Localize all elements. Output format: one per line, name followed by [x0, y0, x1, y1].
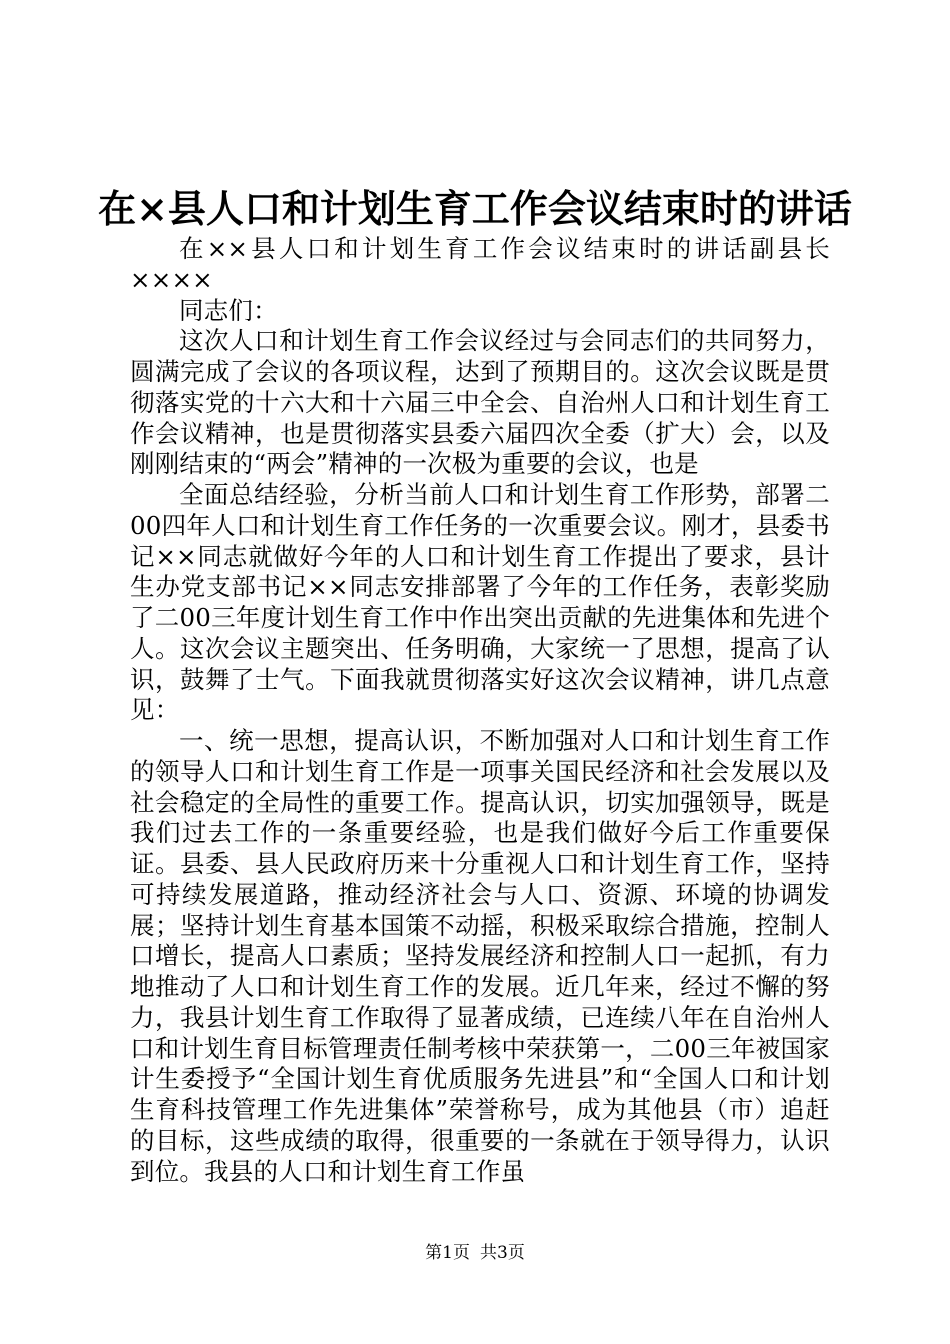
paragraph-salutation: 同志们： — [179, 295, 278, 325]
page-number: 第1页 — [425, 1243, 470, 1263]
paragraph-subtitle: 在××县人口和计划生育工作会议结束时的讲话副县长×××× — [130, 234, 830, 294]
paragraph-opening: 这次人口和计划生育工作会议经过与会同志们的共同努力，圆满完成了会议的各项议程，达到了预期目的。这次会议既是贯彻落实党的十六大和十六届三中全会、自治州人口和计划生育工作会议精神，也是贯彻落实县委六届四次全委（扩大）会，以及刚刚结束的“两会”精神的一次极为重要的会议，也是 — [130, 326, 830, 479]
page-total: 共3页 — [480, 1243, 525, 1263]
document-body — [130, 234, 830, 1187]
paragraph-summary: 全面总结经验，分析当前人口和计划生育工作形势，部署二00四年人口和计划生育工作任务的一次重要会议。刚才，县委书记××同志就做好今年的人口和计划生育工作提出了要求，县计生办党支部书记××同志安排部署了今年的工作任务，表彰奖励了二00三年度计划生育工作中作出突出贡献的先进集体和先进个人。这次会议主题突出、任务明确，大家统一了思想，提高了认识，鼓舞了士气。下面我就贯彻落实好这次会议精神，讲几点意见： — [130, 480, 830, 725]
document-title: 在×县人口和计划生育工作会议结束时的讲话 — [98, 186, 852, 231]
page-footer — [0, 1241, 950, 1265]
paragraph-point-one: 一、统一思想，提高认识，不断加强对人口和计划生育工作的领导人口和计划生育工作是一项事关国民经济和社会发展以及社会稳定的全局性的重要工作。提高认识，切实加强领导，既是我们过去工作的一条重要经验，也是我们做好今后工作重要保证。县委、县人民政府历来十分重视人口和计划生育工作，坚持可持续发展道路，推动经济社会与人口、资源、环境的协调发展；坚持计划生育基本国策不动摇，积极采取综合措施，控制人口增长，提高人口素质；坚持发展经济和控制人口一起抓，有力地推动了人口和计划生育工作的发展。近几年来，经过不懈的努力，我县计划生育工作取得了显著成绩，已连续八年在自治州人口和计划生育目标管理责任制考核中荣获第一，二00三年被国家计生委授予“全国计划生育优质服务先进县”和“全国人口和计划生育科技管理工作先进集体”荣誉称号，成为其他县（市）追赶的目标，这些成绩的取得，很重要的一条就在于领导得力，认识到位。我县的人口和计划生育工作虽 — [130, 726, 830, 1186]
